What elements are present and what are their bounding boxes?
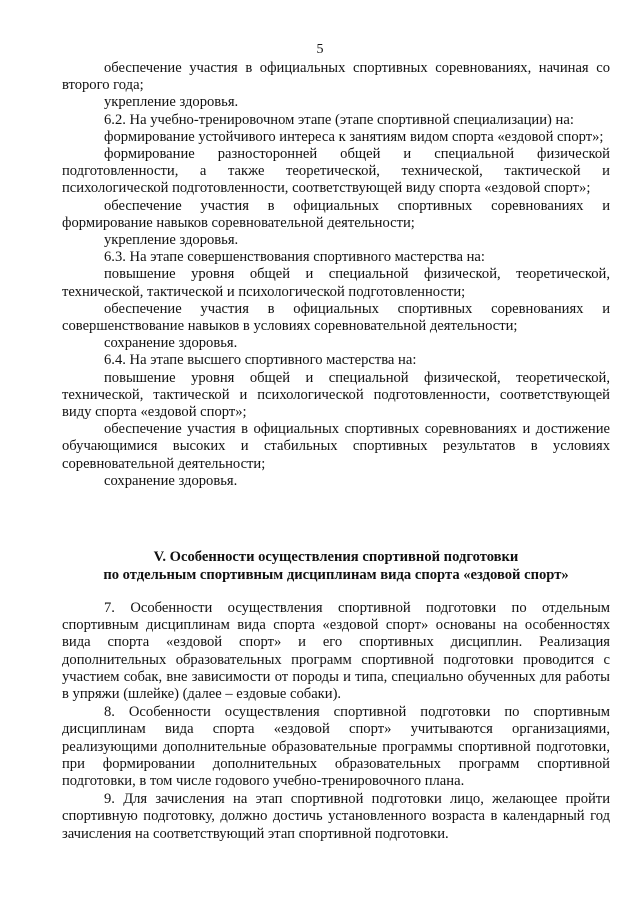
paragraph: сохранение здоровья. [104, 472, 238, 489]
paragraph: обеспечение участия в официальных спортивных соревнованиях и совершенствование навыков в условиях соревновательной деятельности; [62, 300, 610, 335]
section-heading-line: V. Особенности осуществления спортивной подготовки [153, 549, 519, 565]
section-heading [62, 548, 610, 584]
paragraph: сохранение здоровья. [104, 335, 238, 352]
paragraph: 9. Для зачисления на этап спортивной подготовки лицо, желающее пройти спортивную подготовку, должно достичь установленного возраста в календарный год зачисления на соответствующий этап спортивной подготовки. [62, 791, 610, 842]
paragraph: 8. Особенности осуществления спортивной подготовки по спортивным дисциплинам вида спорта «ездовой спорт» учитываются организациями, реализующими дополнительные образовательные программы спортивной подготовки, при формировании дополнительных образовательных программ спортивной подготовки, в том числе годового учебно-тренировочного плана. [62, 704, 610, 790]
paragraph: повышение уровня общей и специальной физической, теоретической, технической, тактической и психологической подготовленности; [62, 266, 610, 300]
paragraph: обеспечение участия в официальных спортивных соревнованиях и достижение обучающимися высоких и стабильных спортивных результатов в условиях соревновательной деятельности; [62, 421, 610, 472]
paragraph: формирование устойчивого интереса к занятиям видом спорта «ездовой спорт»; [104, 128, 604, 145]
paragraph: 6.3. На этапе совершенствования спортивного мастерства на: [104, 249, 485, 266]
page-number: 5 [316, 42, 324, 57]
paragraph: 6.4. На этапе высшего спортивного мастерства на: [104, 352, 417, 369]
paragraph: 6.2. На учебно-тренировочном этапе (этапе спортивной специализации) на: [104, 111, 574, 128]
section-heading-line: по отдельным спортивным дисциплинам вида спорта «ездовой спорт» [103, 567, 569, 583]
paragraph: повышение уровня общей и специальной физической, теоретической, технической, тактической и психологической подготовленности, соответствующей виду спорта «ездовой спорт»; [62, 369, 610, 421]
paragraph: укрепление здоровья. [104, 94, 239, 111]
section-6-body [62, 60, 610, 490]
paragraph: формирование разносторонней общей и специальной физической подготовленности, а также теоретической, технической, тактической и психологической подготовленности, соответствующей виду спорта «ездовой спорт»; [62, 146, 610, 197]
paragraph: обеспечение участия в официальных спортивных соревнованиях, начиная со второго года; [62, 60, 610, 94]
paragraph: 7. Особенности осуществления спортивной подготовки по отдельным спортивным дисциплинам вида спорта «ездовой спорт» основаны на особенностях вида спорта «ездовой спорт» и его спортивных дисциплин. Реализация дополнительных образовательных программ спортивной подготовки проводится с участием собак, вне зависимости от породы и типа, специально обученных для работы в упряжи (шлейке) (далее – ездовые собаки). [62, 600, 610, 703]
section-v-body [62, 600, 610, 843]
paragraph: обеспечение участия в официальных спортивных соревнованиях и формирование навыков соревновательной деятельности; [62, 197, 610, 231]
paragraph: укрепление здоровья. [104, 232, 239, 249]
